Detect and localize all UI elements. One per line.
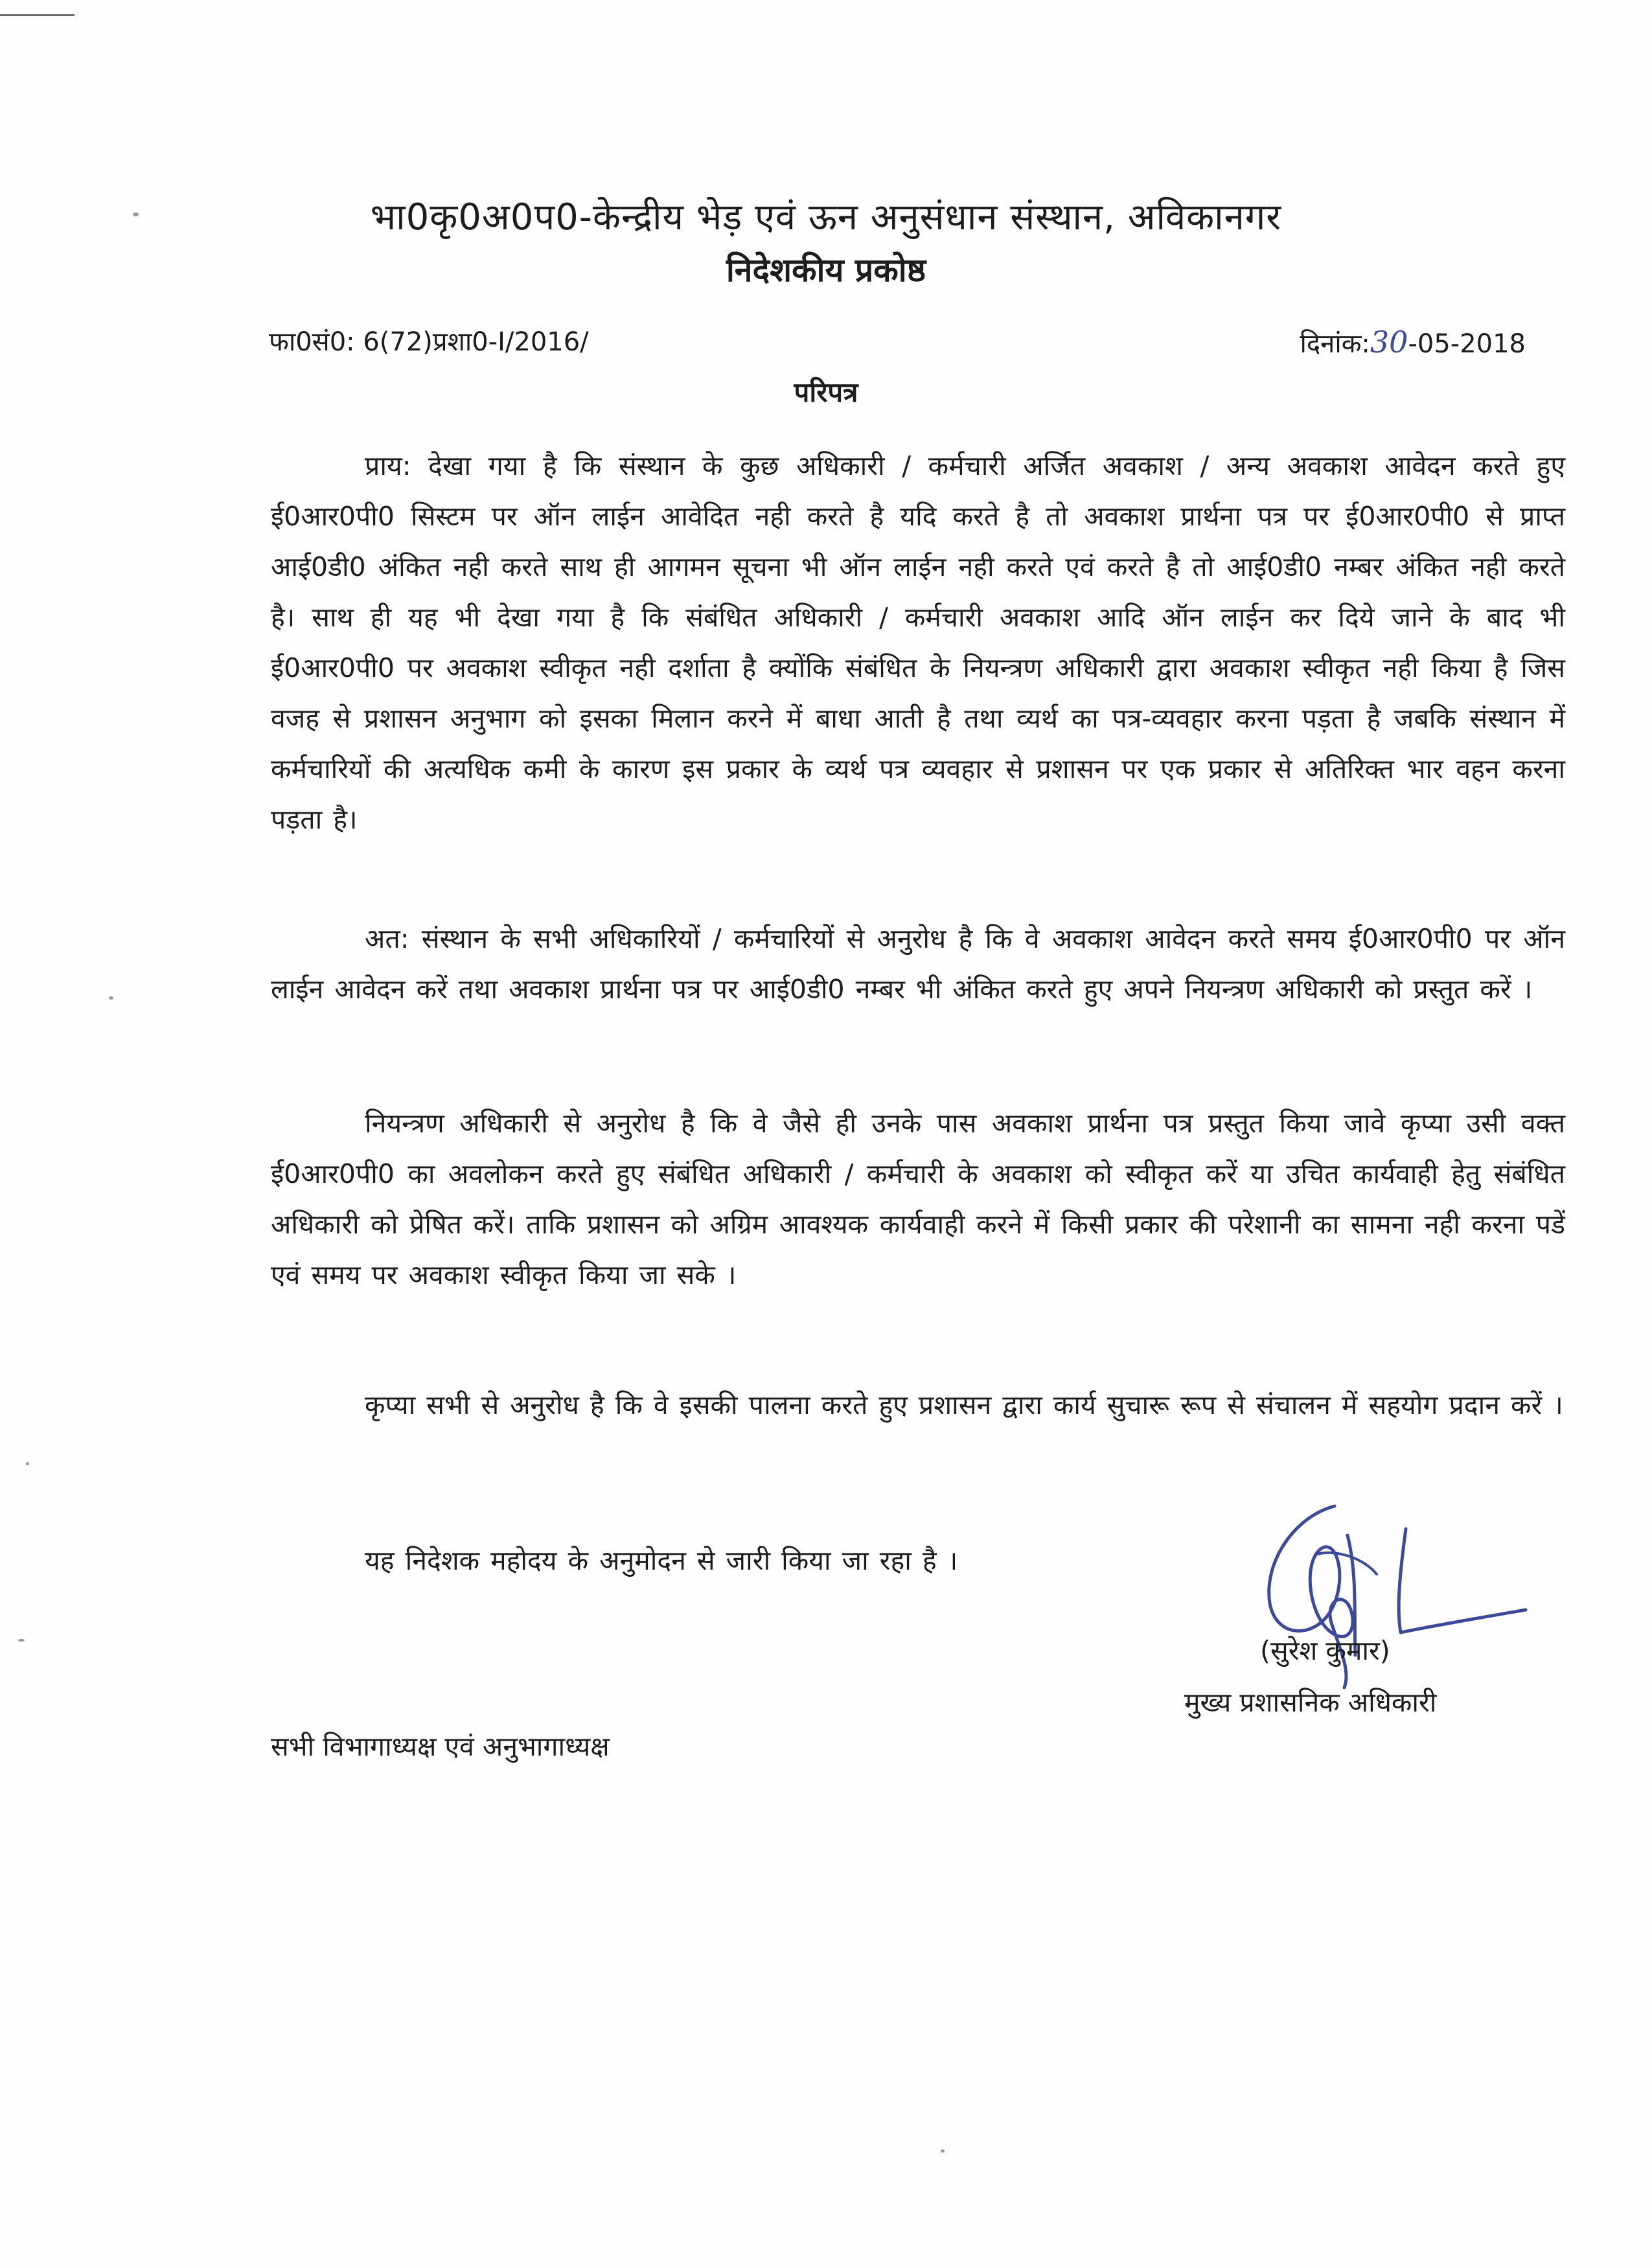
- body-paragraph-2: अत: संस्थान के सभी अधिकारियों / कर्मचारियों से अनुरोध है कि वे अवकाश आवेदन करते समय ई0आर0पी0 पर ऑन लाईन आवेदन करें तथा अवकाश प्रार्थना पत्र पर आई0डी0 नम्बर भी अंकित करते हुए अपने नियन्त्रण अधिकारी को प्रस्तुत करें ।: [271, 923, 1565, 1005]
- scan-speck: [109, 996, 113, 1000]
- cell-title: निदेशकीय प्रकोष्ठ: [726, 251, 926, 289]
- body-paragraph-1: प्राय: देखा गया है कि संस्थान के कुछ अधिकारी / कर्मचारी अर्जित अवकाश / अन्य अवकाश आवेदन करते हुए ई0आर0पी0 सिस्टम पर ऑन लाईन आवेदित नही करते है यदि करते है तो अवकाश प्रार्थना पत्र पर ई0आर0पी0 से प्राप्त आई0डी0 अंकित नही करते साथ ही आगमन सूचना भी ऑन लाईन नही करते एवं करते है तो आई0डी0 नम्बर अंकित नही करते है। साथ ही यह भी देखा गया है कि संबंधित अधिकारी / कर्मचारी अवकाश आदि ऑन लाईन कर दिये जाने के बाद भी ई0आर0पी0 पर अवकाश स्वीकृत नही दर्शाता है क्योंकि संबंधित के नियन्त्रण अधिकारी द्वारा अवकाश स्वीकृत नही किया है जिस वजह से प्रशासन अनुभाग को इसका मिलान करने में बाधा आती है तथा व्यर्थ का पत्र-व्यवहार करना पड़ता है जबकि संस्थान में कर्मचारियों की अत्यधिक कमी के कारण इस प्रकार के व्यर्थ पत्र व्यवहार से प्रशासन पर एक प्रकार से अतिरिक्त भार वहन करना पड़ता है।: [271, 450, 1565, 835]
- file-number: फा0सं0: 6(72)प्रशा0-I/2016/: [269, 327, 589, 357]
- body-paragraph-3: नियन्त्रण अधिकारी से अनुरोध है कि वे जैसे ही उनके पास अवकाश प्रार्थना पत्र प्रस्तुत किया जावे कृप्या उसी वक्त ई0आर0पी0 का अवलोकन करते हुए संबंधित अधिकारी / कर्मचारी के अवकाश को स्वीकृत करें या उचित कार्यवाही हेतु संबंधित अधिकारी को प्रेषित करें। ताकि प्रशासन को अग्रिम आवश्यक कार्यवाही करने में किसी प्रकार की परेशानी का सामना नही करना पडें एवं समय पर अवकाश स्वीकृत किया जा सके ।: [271, 1108, 1565, 1290]
- signature-stroke: [1315, 1553, 1377, 1574]
- scan-speck: [941, 2149, 945, 2153]
- date-label: दिनांक:: [1300, 329, 1370, 359]
- scan-speck: [18, 1639, 25, 1642]
- scan-speck: [26, 1462, 29, 1465]
- date-rest: -05-2018: [1408, 329, 1526, 359]
- date-line: [1300, 324, 1526, 362]
- organization-title: भा0कृ0अ0प0-केन्द्रीय भेड़ एवं ऊन अनुसंधान संस्थान, अविकानगर: [370, 196, 1282, 238]
- distribution-line: सभी विभागाध्यक्ष एवं अनुभागाध्यक्ष: [271, 1731, 610, 1762]
- scan-edge-mark: [0, 14, 75, 16]
- body-paragraph-4: कृप्या सभी से अनुरोध है कि वे इसकी पालना करते हुए प्रशासन द्वारा कार्य सुचारू रूप से संचालन में सहयोग प्रदान करें ।: [365, 1390, 1563, 1421]
- signature-stroke: [1399, 1529, 1526, 1632]
- date-day-handwritten: 30: [1370, 325, 1408, 360]
- signatory-name: (सुरेश कुमार): [1260, 1635, 1390, 1666]
- signatory-designation: मुख्य प्रशासनिक अधिकारी: [1184, 1687, 1437, 1718]
- body-paragraph-5: यह निदेशक महोदय के अनुमोदन से जारी किया जा रहा है ।: [365, 1545, 958, 1576]
- document-type-heading: परिपत्र: [794, 376, 858, 408]
